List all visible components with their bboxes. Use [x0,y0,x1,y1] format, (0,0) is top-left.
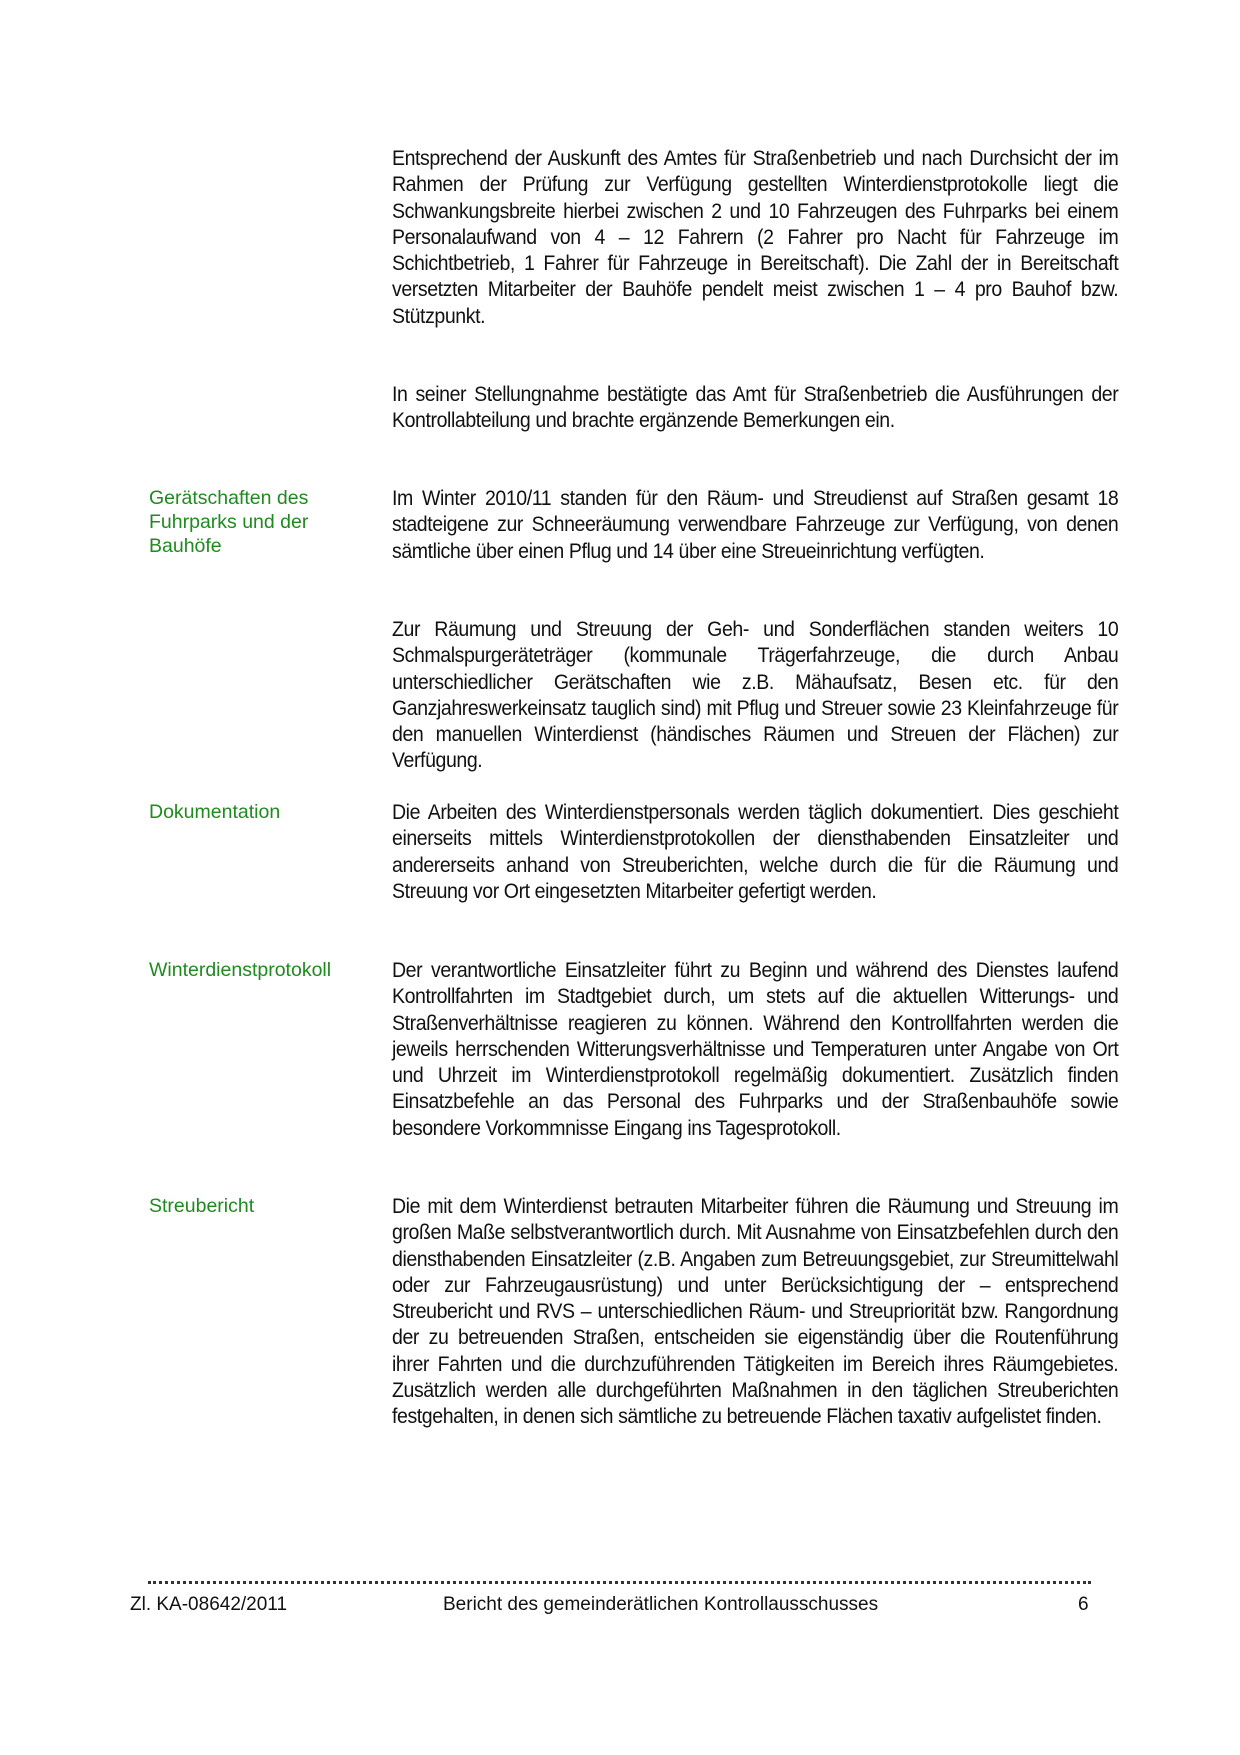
side-label-geraetschaften: Gerätschaften des Fuhrparks und der Bauhöfe [149,487,309,557]
paragraph: Im Winter 2010/11 standen für den Räum- und Streudienst auf Straßen gesamt 18 stadteigene zur Schneeräumung verwendbare Fahrzeuge zur Verfügung, von denen sämtliche über einen Pflug und 14 über eine Streueinrichtung verfügten. [392,487,1119,563]
section-0-body [392,146,1118,330]
paragraph: Die Arbeiten des Winterdienstpersonals werden täglich dokumentiert. Dies geschieht einerseits mittels Winterdienstprotokollen der diensthabenden Einsatzleiter und andererseits anhand von Streuberichten, welche durch die für die Räumung und Streuung vor Ort eingesetzten Mitarbeiter gefertigt werden. [392,801,1119,903]
footer-reference: Zl. KA-08642/2011 [130,1594,288,1615]
side-label-streubericht: Streubericht [149,1195,255,1217]
side-label-dokumentation: Dokumentation [149,801,281,823]
section-1-body [392,486,1118,565]
paragraph: In seiner Stellungnahme bestätigte das Amt für Straßenbetrieb die Ausführungen der Kontrollabteilung und brachte ergänzende Bemerkungen ein. [392,383,1119,433]
paragraph: Zur Räumung und Streuung der Geh- und Sonderflächen standen weiters 10 Schmalspurgeräteträger (kommunale Trägerfahrzeuge, die durch Anbau unterschiedlicher Gerätschaften wie z.B. Mähaufsatz, Besen etc. für den Ganzjahreswerkeinsatz tauglich sind) mit Pflug und Streuer sowie 23 Kleinfahrzeuge für den manuellen Winterdienst (händisches Räumen und Streuen der Flächen) zur Verfügung. [392,618,1119,773]
footer-title: Bericht des gemeinderätlichen Kontrollausschusses [443,1594,879,1615]
footer-divider [148,1578,1091,1584]
section-0-body-2 [392,382,1118,435]
paragraph: Der verantwortliche Einsatzleiter führt zu Beginn und während des Dienstes laufend Kontrollfahrten im Stadtgebiet durch, um stets auf die aktuellen Witterungs- und Straßenverhältnisse reagieren zu können. Während den Kontrollfahrten werden die jeweils herrschenden Witterungsverhältnisse und Temperaturen unter Angabe von Ort und Uhrzeit im Winterdienstprotokoll regelmäßig dokumentiert. Zusätzlich finden Einsatzbefehle an das Personal des Fuhrparks und der Straßenbauhöfe sowie besondere Vorkommnisse Eingang ins Tagesprotokoll. [392,959,1119,1140]
paragraph: Entsprechend der Auskunft des Amtes für Straßenbetrieb und nach Durchsicht der im Rahmen der Prüfung zur Verfügung gestellten Winterdienstprotokolle liegt die Schwankungsbreite hierbei zwischen 2 und 10 Fahrzeugen des Fuhrparks bei einem Personalaufwand von 4 – 12 Fahrern (2 Fahrer pro Nacht für Fahrzeuge im Schichtbetrieb, 1 Fahrer für Fahrzeuge in Bereitschaft). Die Zahl der in Bereitschaft versetzten Mitarbeiter der Bauhöfe pendelt meist zwischen 1 – 4 pro Bauhof bzw. Stützpunkt. [392,147,1119,328]
section-4-body [392,1194,1118,1431]
paragraph: Die mit dem Winterdienst betrauten Mitarbeiter führen die Räumung und Streuung im großen Maße selbstverantwortlich durch. Mit Ausnahme von Einsatzbefehlen durch den diensthabenden Einsatzleiter (z.B. Angaben zum Betreuungsgebiet, zur Streumittelwahl oder zur Fahrzeugausrüstung) und unter Berücksichtigung der – entsprechend Streubericht und RVS – unterschiedlichen Räum- und Streupriorität bzw. Rangordnung der zu betreuenden Straßen, entscheiden sie eigenständig über die Routenführung ihrer Fahrten und die durchzuführenden Tätigkeiten im Bereich ihres Räumgebietes. Zusätzlich werden alle durchgeführten Maßnahmen in den täglichen Streuberichten festgehalten, in denen sich sämtliche zu betreuende Flächen taxativ aufgelistet finden. [392,1195,1119,1429]
side-label-winterdienstprotokoll: Winterdienstprotokoll [149,959,332,981]
section-3-body [392,958,1118,1142]
page-number: 6 [1078,1594,1089,1615]
section-2-body [392,800,1118,905]
section-1-body-2 [392,617,1118,775]
